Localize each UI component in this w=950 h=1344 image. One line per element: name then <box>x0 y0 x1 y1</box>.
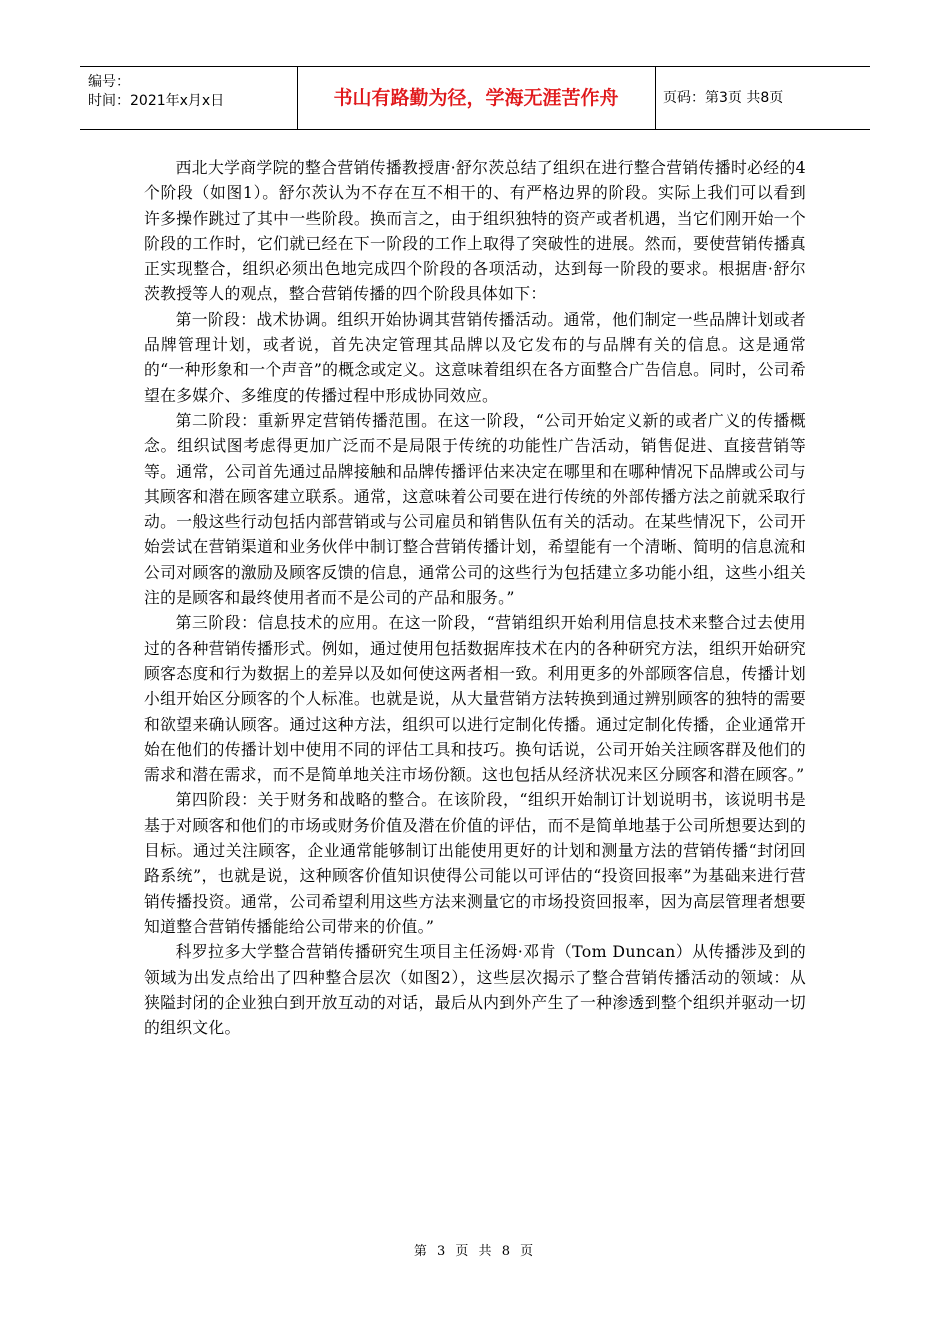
header-motto: 书山有路勤为径，学海无涯苦作舟 <box>333 87 619 109</box>
header-time-label: 时间：2021年x月x日 <box>88 93 225 109</box>
paragraph-intro: 西北大学商学院的整合营销传播教授唐·舒尔茨总结了组织在进行整合营销传播时必经的4个阶段（如图1）。舒尔茨认为不存在互不相干的、有严格边界的阶段。实际上我们可以看到许多操作跳过了其中一些阶段。换而言之，由于组织独特的资产或者机遇，当它们刚开始一个阶段的工作时，它们就已经在下一阶段的工作上取得了突破性的进展。然而，要使营销传播真正实现整合，组织必须出色地完成四个阶段的各项活动，达到每一阶段的要求。根据唐·舒尔茨教授等人的观点，整合营销传播的四个阶段具体如下： <box>144 158 806 304</box>
header-page-info: 页码：第3页 共8页 <box>663 90 784 106</box>
header-number-label: 编号： <box>88 74 130 90</box>
paragraph-stage-one: 第一阶段：战术协调。组织开始协调其营销传播活动。通常，他们制定一些品牌计划或者品牌管理计划，或者说，首先决定管理其品牌以及它发布的与品牌有关的信息。这是通常的“一种形象和一个声音”的概念或定义。这意味着组织在各方面整合广告信息。同时，公司希望在多媒介、多维度的传播过程中形成协同效应。 <box>144 309 806 405</box>
header-meta <box>88 73 293 111</box>
page-header <box>80 66 870 130</box>
document-body <box>144 155 806 1040</box>
paragraph-stage-four: 第四阶段：关于财务和战略的整合。在该阶段，“组织开始制订计划说明书，该说明书是基于对顾客和他们的市场或财务价值及潜在价值的评估，而不是简单地基于公司所想要达到的目标。通过关注顾客，企业通常能够制订出能使用更好的计划和测量方法的营销传播“封闭回路系统”，也就是说，这种顾客价值知识使得公司能以可评估的“投资回报率”为基础来进行营销传播投资。通常，公司希望利用这些方法来测量它的市场投资回报率，因为高层管理者想要知道整合营销传播能给公司带来的价值。” <box>144 790 806 936</box>
paragraph-stage-two: 第二阶段：重新界定营销传播范围。在这一阶段，“公司开始定义新的或者广义的传播概念。组织试图考虑得更加广泛而不是局限于传统的功能性广告活动，销售促进、直接营销等等。通常，公司首先通过品牌接触和品牌传播评估来决定在哪里和在哪种情况下品牌或公司与其顾客和潜在顾客建立联系。通常，这意味着公司要在进行传统的外部传播方法之前就采取行动。一般这些行动包括内部营销或与公司雇员和销售队伍有关的活动。在某些情况下，公司开始尝试在营销渠道和业务伙伴中制订整合营销传播计划，希望能有一个清晰、简明的信息流和公司对顾客的激励及顾客反馈的信息，通常公司的这些行为包括建立多功能小组，这些小组关注的是顾客和最终使用者而不是公司的产品和服务。” <box>144 410 806 608</box>
page-footer: 第 3 页 共 8 页 <box>413 1244 537 1259</box>
paragraph-stage-three: 第三阶段：信息技术的应用。在这一阶段，“营销组织开始利用信息技术来整合过去使用过的各种营销传播形式。例如，通过使用包括数据库技术在内的各种研究方法，组织开始研究顾客态度和行为数据上的差异以及如何使这两者相一致。利用更多的外部顾客信息，传播计划小组开始区分顾客的个人标准。也就是说，从大量营销方法转换到通过辨别顾客的独特的需要和欲望来确认顾客。通过这种方法，组织可以进行定制化传播。通过定制化传播，企业通常开始在他们的传播计划中使用不同的评估工具和技巧。换句话说，公司开始关注顾客群及他们的需求和潜在需求，而不是简单地关注市场份额。这也包括从经济状况来区分顾客和潜在顾客。” <box>144 613 806 785</box>
paragraph-duncan: 科罗拉多大学整合营销传播研究生项目主任汤姆·邓肯（Tom Duncan）从传播涉及到的领域为出发点给出了四种整合层次（如图2），这些层次揭示了整合营销传播活动的领域：从狭隘封闭的企业独白到开放互动的对话，最后从内到外产生了一种渗透到整个组织并驱动一切的组织文化。 <box>144 942 806 1038</box>
header-divider-right <box>655 67 656 129</box>
